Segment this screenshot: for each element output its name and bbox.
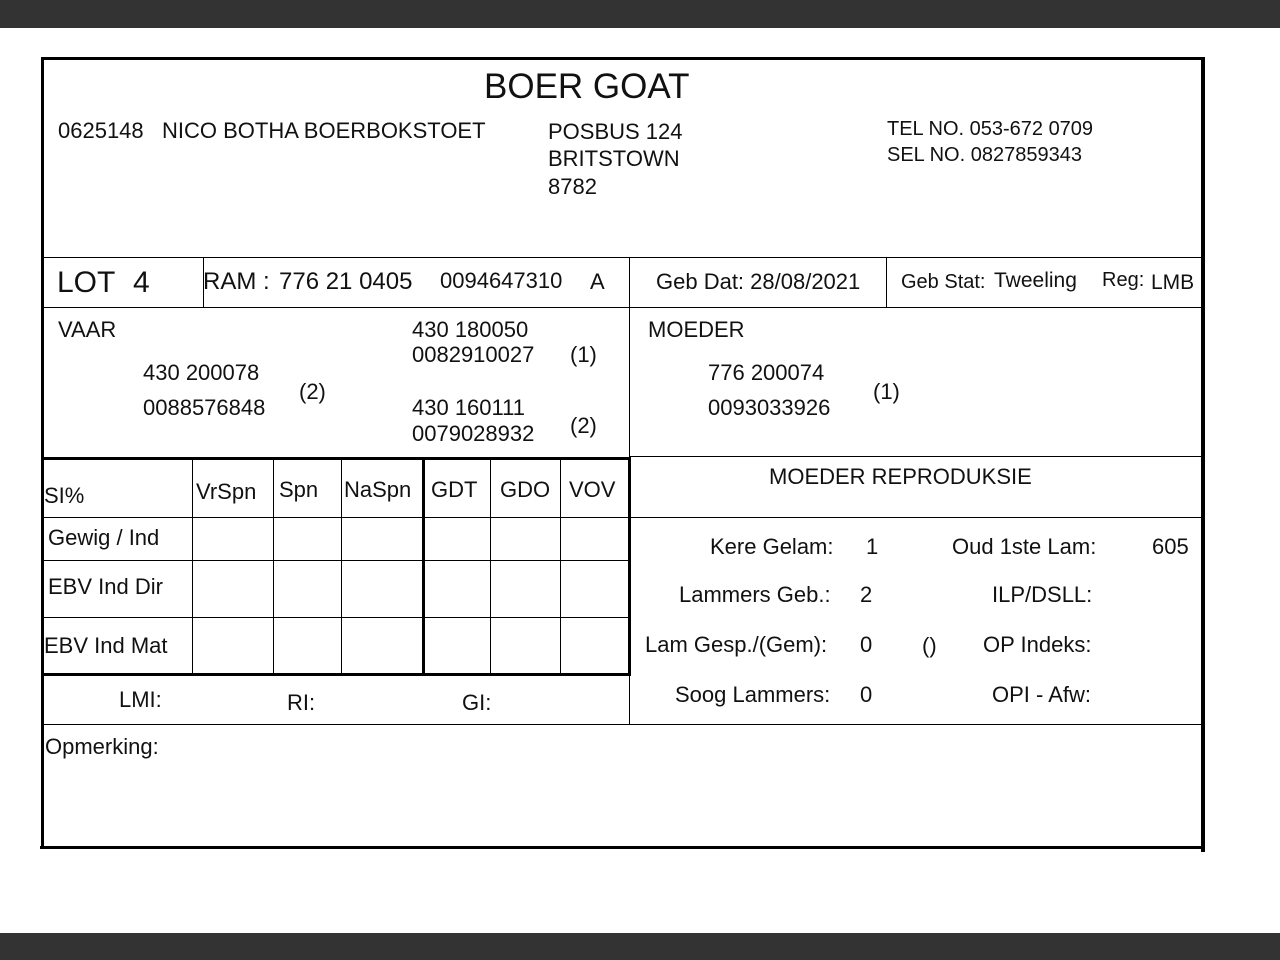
column-header: Spn <box>279 477 319 502</box>
birth-status-label: Geb Stat: <box>901 271 986 293</box>
suckling-lambs-label: Soog Lammers: <box>675 682 831 707</box>
breeder-name: NICO BOTHA BOERBOKSTOET <box>162 118 486 143</box>
breeder-address-line1: POSBUS 124 <box>548 119 683 144</box>
frame-bottom <box>40 846 1202 849</box>
divider-header <box>44 257 1202 258</box>
sire-number: 0088576848 <box>143 395 266 420</box>
divider-remarks <box>44 724 1202 725</box>
column-header: GDT <box>431 477 478 502</box>
table-col-rule-bold <box>422 459 425 675</box>
breeder-address-line2: BRITSTOWN <box>548 146 680 171</box>
table-col-rule <box>560 459 561 675</box>
lambs-born-value: 2 <box>860 582 873 607</box>
lmi-label: LMI: <box>119 687 162 712</box>
divider-date-status <box>886 258 887 307</box>
ram-id: 776 21 0405 <box>279 268 413 295</box>
column-header: VrSpn <box>196 479 257 504</box>
times-lambed-value: 1 <box>866 534 879 559</box>
sire-note: (2) <box>299 379 326 404</box>
birth-date: Geb Dat: 28/08/2021 <box>656 269 861 294</box>
opi-label: OPI - Afw: <box>992 682 1092 707</box>
dam-heading: MOEDER <box>648 317 745 342</box>
top-letterbox-bar <box>0 0 1280 28</box>
table-row-rule <box>44 560 631 561</box>
lot-label: LOT <box>57 266 116 299</box>
gi-label: GI: <box>462 690 492 715</box>
age-first-lamb-value: 605 <box>1152 534 1189 559</box>
sire-sire-note: (1) <box>570 342 597 367</box>
ilp-label: ILP/DSLL: <box>992 582 1093 607</box>
table-top <box>44 457 631 460</box>
frame-left <box>41 57 44 849</box>
table-col-rule <box>490 459 491 675</box>
dam-id: 776 200074 <box>708 360 825 385</box>
table-col-rule <box>341 459 342 675</box>
ram-label: RAM : <box>203 268 270 295</box>
table-header-rule <box>44 517 631 518</box>
sire-dam-id: 430 160111 <box>412 395 525 420</box>
ri-label: RI: <box>287 690 316 715</box>
sire-sire-number: 0082910027 <box>412 342 535 367</box>
lambs-born-label: Lammers Geb.: <box>679 582 831 607</box>
age-first-lamb-label: Oud 1ste Lam: <box>952 534 1097 559</box>
table-row-rule <box>44 617 631 618</box>
table-corner-label: SI% <box>44 483 85 508</box>
bottom-letterbox-bar <box>0 933 1280 960</box>
divider-lot-row <box>44 307 1202 308</box>
column-header: VOV <box>569 477 616 502</box>
breeder-cell: SEL NO. 0827859343 <box>887 144 1082 166</box>
frame-top <box>41 57 1205 60</box>
lot-number: 4 <box>133 266 150 299</box>
remarks-label: Opmerking: <box>45 734 159 759</box>
dam-number: 0093033926 <box>708 395 831 420</box>
lambs-weaned-average: () <box>922 633 937 658</box>
table-col-rule <box>192 459 193 675</box>
table-bottom <box>44 673 631 676</box>
divider-repro-heading <box>630 517 1202 518</box>
lambs-weaned-label: Lam Gesp./(Gem): <box>645 632 828 657</box>
birth-status: Tweeling <box>994 269 1077 292</box>
breeder-tel: TEL NO. 053-672 0709 <box>887 118 1094 140</box>
row-header: Gewig / Ind <box>48 525 160 550</box>
row-header: EBV Ind Dir <box>48 574 163 599</box>
breeder-id: 0625148 <box>58 118 144 143</box>
divider-pedigree-right <box>630 456 1202 457</box>
column-header: NaSpn <box>344 477 412 502</box>
sire-heading: VAAR <box>58 317 117 342</box>
breeder-address-line3: 8782 <box>548 174 597 199</box>
sire-sire-id: 430 180050 <box>412 317 529 342</box>
reg-label: Reg: <box>1102 269 1145 291</box>
dam-note: (1) <box>873 379 900 404</box>
times-lambed-label: Kere Gelam: <box>710 534 834 559</box>
page-title: BOER GOAT <box>484 67 690 106</box>
grade: A <box>590 269 605 294</box>
sire-id: 430 200078 <box>143 360 260 385</box>
sire-dam-number: 0079028932 <box>412 421 535 446</box>
sire-dam-note: (2) <box>570 413 597 438</box>
table-col-rule <box>273 459 274 675</box>
reproduction-heading: MOEDER REPRODUKSIE <box>769 464 1032 489</box>
op-index-label: OP Indeks: <box>983 632 1092 657</box>
frame-right <box>1201 57 1205 852</box>
registration-number: 0094647310 <box>440 268 563 293</box>
suckling-lambs-value: 0 <box>860 682 873 707</box>
reg-value: LMB <box>1151 271 1195 294</box>
table-right-edge <box>628 459 631 675</box>
column-header: GDO <box>500 477 551 502</box>
row-header: EBV Ind Mat <box>44 633 168 658</box>
lambs-weaned-value: 0 <box>860 632 873 657</box>
